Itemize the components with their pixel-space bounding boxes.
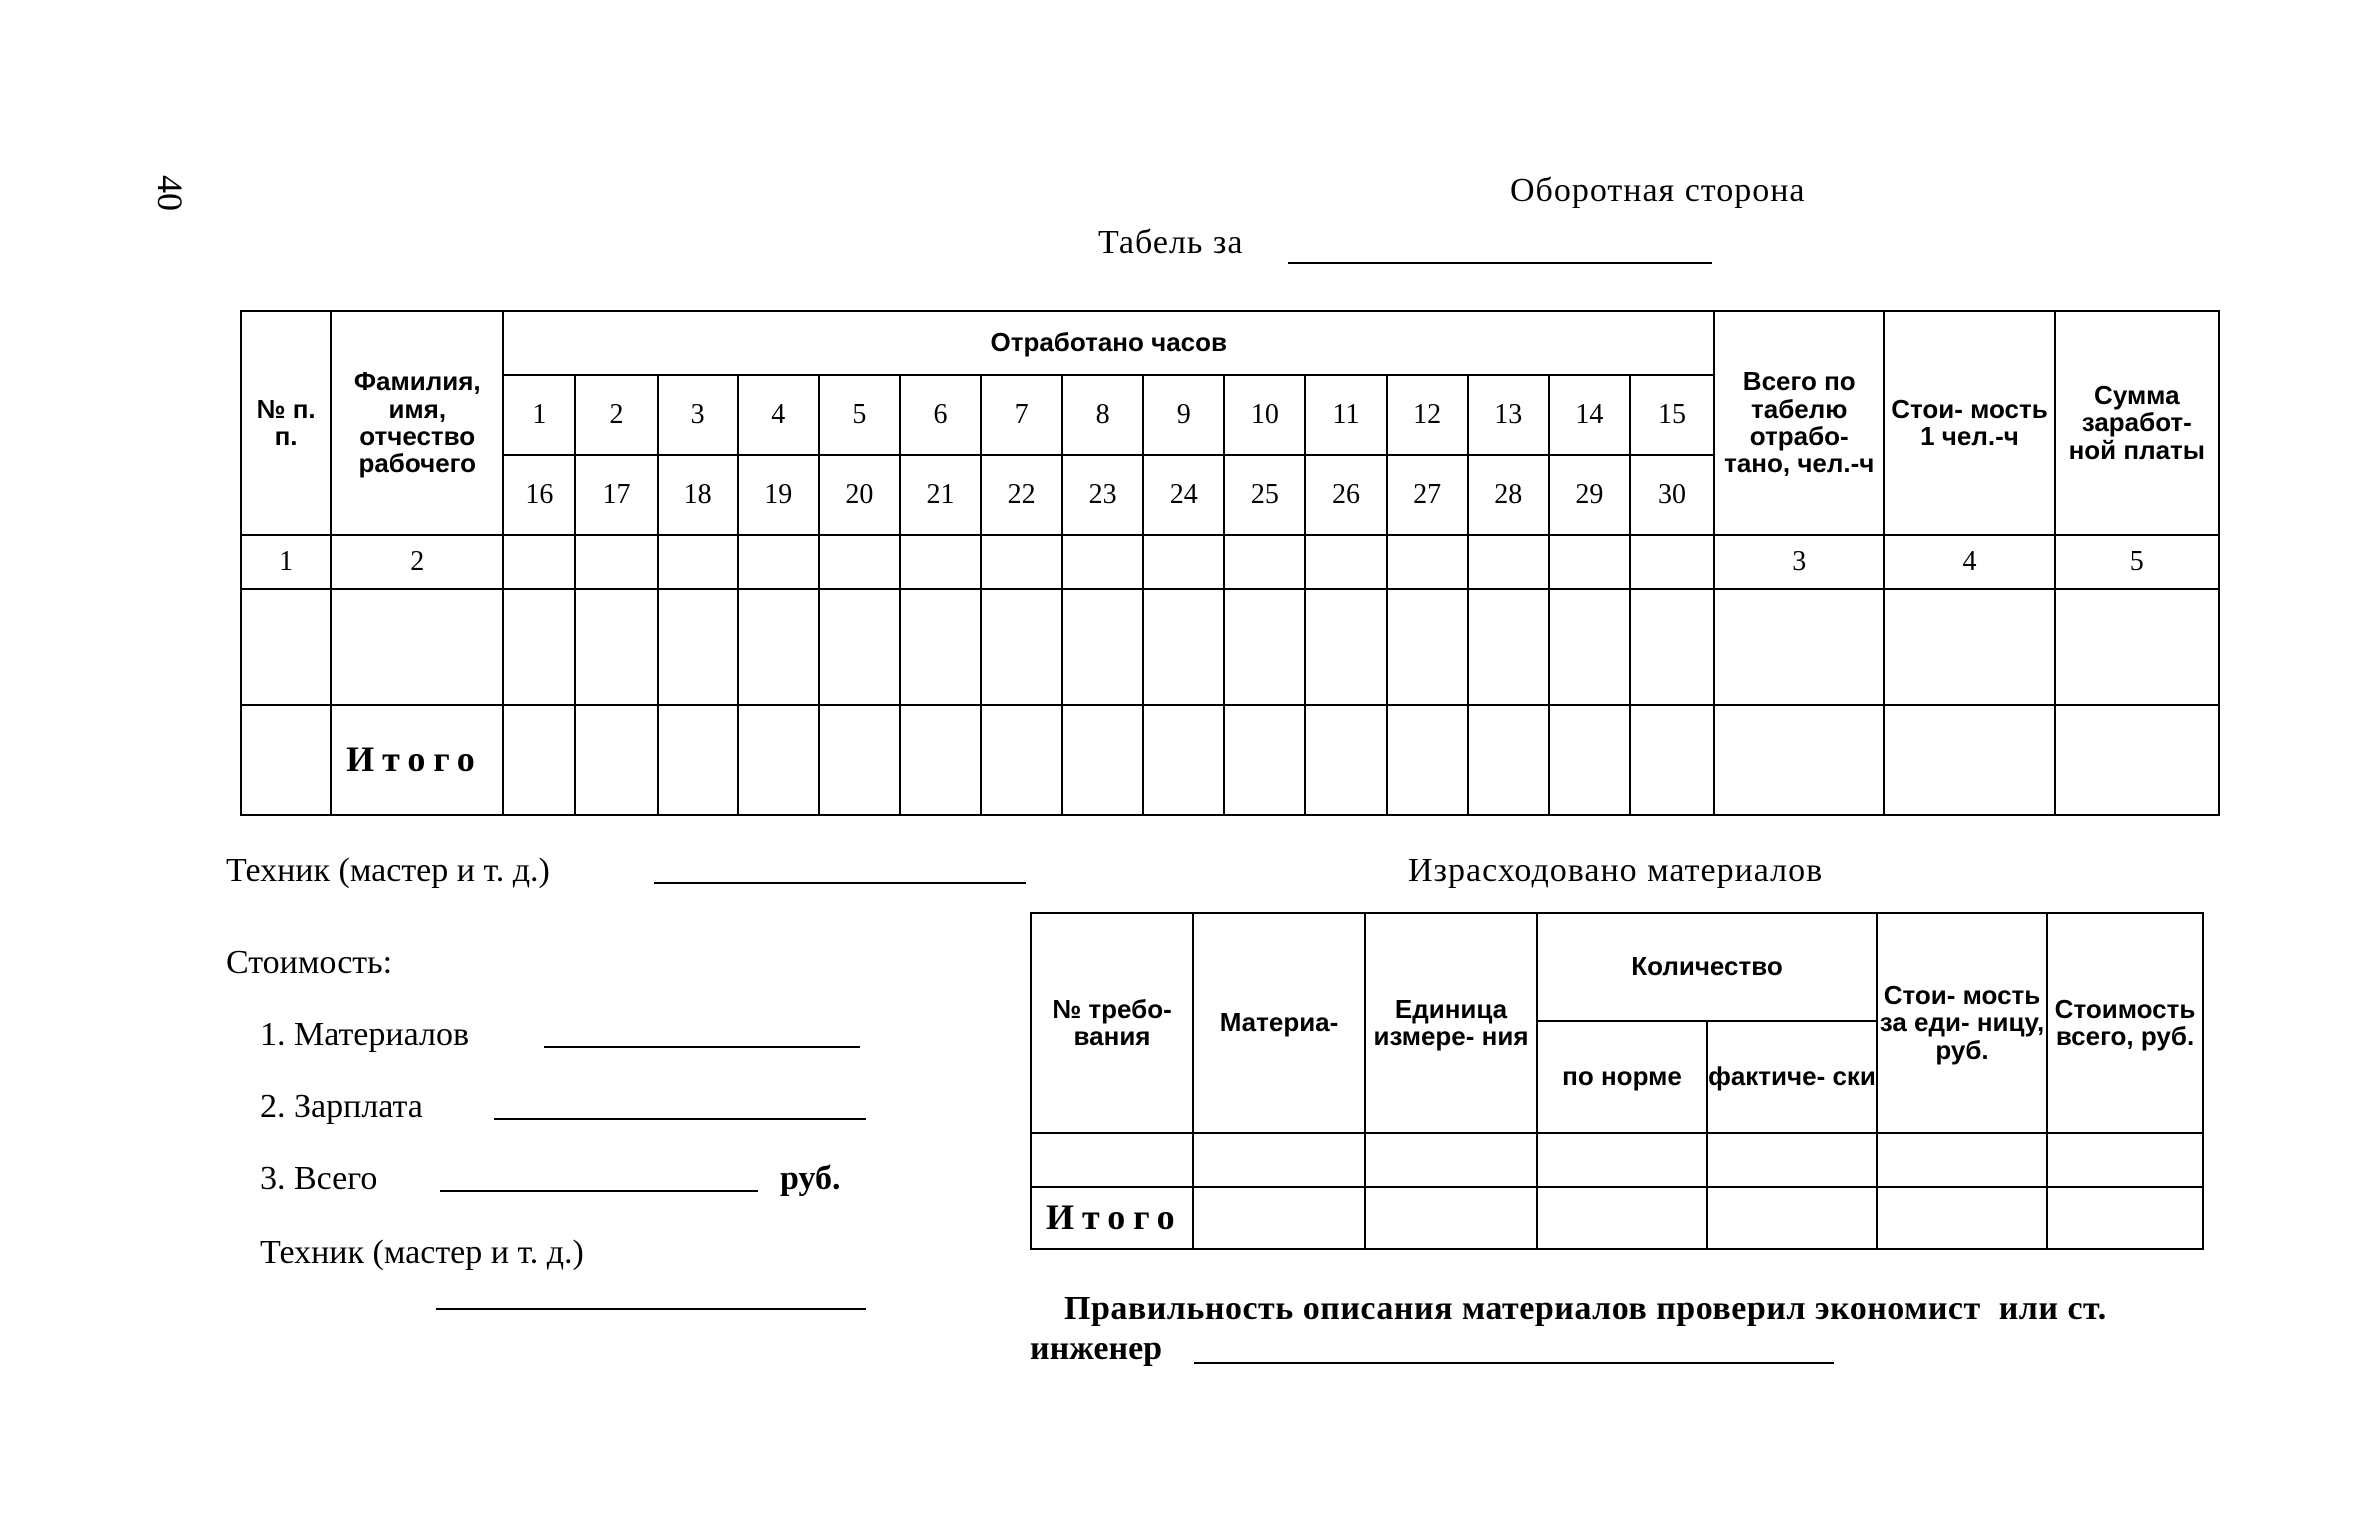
- footer-line-2: инженер: [1030, 1330, 1163, 1367]
- col-name-index: 2: [331, 535, 503, 589]
- table-row[interactable]: [1031, 1133, 2203, 1187]
- col-name-header: Фамилия, имя, отчество рабочего: [331, 311, 503, 535]
- day-cell: 8: [1062, 375, 1143, 455]
- day-cell: 10: [1224, 375, 1305, 455]
- hours-worked-header: Отработано часов: [503, 311, 1714, 375]
- table-row[interactable]: [241, 589, 2219, 705]
- day-cell: 23: [1062, 455, 1143, 535]
- day-cell: 5: [819, 375, 900, 455]
- cost-label: Стоимость:: [226, 944, 393, 981]
- technician-signature-field-2[interactable]: [436, 1308, 866, 1310]
- day-cell: 3: [658, 375, 738, 455]
- day-cell: 25: [1224, 455, 1305, 535]
- total-label: 3. Всего: [260, 1160, 378, 1197]
- day-cell: 24: [1143, 455, 1224, 535]
- col-quantity-header: Количество: [1537, 913, 1877, 1021]
- col-total-hours-header: Всего по табелю отрабо- тано, чел.-ч: [1714, 311, 1884, 535]
- salary-label: 2. Зарплата: [260, 1088, 423, 1125]
- day-cell: 21: [900, 455, 981, 535]
- day-cell: 29: [1549, 455, 1630, 535]
- day-cell: 7: [981, 375, 1062, 455]
- col-material-header: Материа-: [1193, 913, 1365, 1133]
- col-unit-header: Единица измере- ния: [1365, 913, 1537, 1133]
- footer-line-1: Правильность описания материалов проверил экономист или ст.: [1064, 1290, 2107, 1327]
- day-cell: 20: [819, 455, 900, 535]
- day-cell: 26: [1305, 455, 1386, 535]
- technician-label-2: Техник (мастер и т. д.): [260, 1234, 584, 1271]
- day-cell: 30: [1630, 455, 1714, 535]
- materials-cost-label: 1. Материалов: [260, 1016, 469, 1053]
- col-total-index: 3: [1714, 535, 1884, 589]
- page-number: 40: [150, 175, 190, 211]
- side-title: Оборотная сторона: [1510, 172, 1806, 209]
- day-cell: 19: [738, 455, 819, 535]
- itogo-label: Итого: [331, 705, 503, 815]
- col-unit-cost-header: Стои- мость за еди- ницу, руб.: [1877, 913, 2047, 1133]
- timesheet-total-row: [241, 705, 2219, 815]
- col-cost-index: 4: [1884, 535, 2054, 589]
- day-cell: 12: [1387, 375, 1468, 455]
- day-cell: 27: [1387, 455, 1468, 535]
- col-number-index: 1: [241, 535, 331, 589]
- col-cost-per-hour-header: Стои- мость 1 чел.-ч: [1884, 311, 2054, 535]
- col-wage-sum-header: Сумма заработ- ной платы: [2055, 311, 2219, 535]
- day-cell: 6: [900, 375, 981, 455]
- col-sum-index: 5: [2055, 535, 2219, 589]
- materials-title: Израсходовано материалов: [1408, 852, 1824, 889]
- total-field[interactable]: [440, 1190, 758, 1192]
- materials-itogo-label: Итого: [1031, 1187, 1193, 1249]
- day-cell: 22: [981, 455, 1062, 535]
- col-total-cost-header: Стоимость всего, руб.: [2047, 913, 2203, 1133]
- day-cell: 11: [1305, 375, 1386, 455]
- materials-total-row: [1031, 1187, 2203, 1249]
- rub-label: руб.: [780, 1160, 841, 1197]
- technician-label: Техник (мастер и т. д.): [226, 852, 550, 889]
- day-cell: 9: [1143, 375, 1224, 455]
- col-actual-header: фактиче- ски: [1707, 1021, 1877, 1133]
- day-cell: 28: [1468, 455, 1549, 535]
- col-by-norm-header: по норме: [1537, 1021, 1707, 1133]
- materials-cost-field[interactable]: [544, 1046, 860, 1048]
- timesheet-table: [240, 310, 2220, 816]
- day-cell: 1: [503, 375, 575, 455]
- technician-signature-field[interactable]: [654, 882, 1026, 884]
- materials-table: [1030, 912, 2204, 1250]
- day-cell: 17: [575, 455, 657, 535]
- day-cell: 14: [1549, 375, 1630, 455]
- col-requisition-header: № требо- вания: [1031, 913, 1193, 1133]
- engineer-signature-field[interactable]: [1194, 1362, 1834, 1364]
- day-cell: 15: [1630, 375, 1714, 455]
- tabel-title: Табель за: [1098, 224, 1244, 261]
- day-cell: 4: [738, 375, 819, 455]
- day-cell: 2: [575, 375, 657, 455]
- tabel-period-field[interactable]: [1288, 262, 1712, 264]
- day-cell: 18: [658, 455, 738, 535]
- day-cell: 13: [1468, 375, 1549, 455]
- col-number-header: № п. п.: [241, 311, 331, 535]
- salary-field[interactable]: [494, 1118, 866, 1120]
- day-cell: 16: [503, 455, 575, 535]
